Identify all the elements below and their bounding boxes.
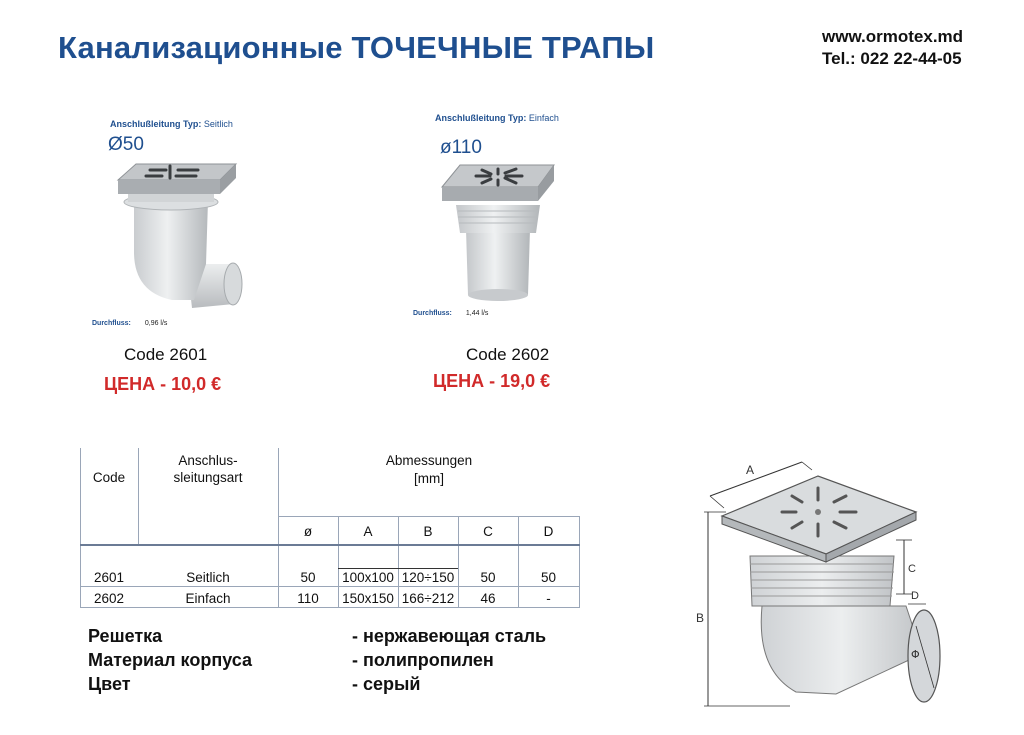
table-cell: 120÷150 xyxy=(401,570,455,585)
table-cell: 50 xyxy=(480,570,496,585)
product-1-flow-label: Durchfluss: xyxy=(92,320,131,327)
product-1-diameter: Ø50 xyxy=(108,134,144,155)
table-cell: 166÷212 xyxy=(401,591,455,606)
page-title: Канализационные ТОЧЕЧНЫЕ ТРАПЫ xyxy=(58,30,655,65)
table-cell: 110 xyxy=(297,591,319,606)
website-link[interactable]: www.ormotex.md xyxy=(822,27,964,46)
product-2-type xyxy=(435,113,559,123)
property-key: Цвет xyxy=(88,674,131,694)
property-row xyxy=(88,672,546,696)
properties-list xyxy=(88,624,546,696)
product-1-code: Code 2601 xyxy=(124,345,208,364)
col-header-type xyxy=(138,452,278,486)
table-cell: 50 xyxy=(540,570,557,585)
sub-header-a: A xyxy=(363,524,373,539)
sub-header-d: D xyxy=(543,524,554,539)
product-1-type xyxy=(110,119,233,129)
label-d: D xyxy=(911,590,919,602)
contact-block xyxy=(822,26,963,70)
product-1-type-value: Seitlich xyxy=(203,119,233,129)
property-value: - полипропилен xyxy=(352,650,494,670)
table-cell: 2601 xyxy=(93,570,125,585)
col-header-dims-line1: Abmessungen xyxy=(385,453,473,468)
product-2-flow xyxy=(413,310,488,317)
spec-table xyxy=(80,448,580,608)
product-2-flow-value: 1,44 l/s xyxy=(465,310,489,317)
label-c: C xyxy=(908,563,916,575)
table-cell: - xyxy=(546,591,551,606)
table-cell: 46 xyxy=(480,591,496,606)
product-1-flow-value: 0,96 l/s xyxy=(144,320,168,327)
product-2-flow-label: Durchfluss: xyxy=(413,310,452,317)
property-row xyxy=(88,624,546,648)
sub-header-dia: ø xyxy=(303,524,313,539)
table-cell: 2602 xyxy=(93,591,125,606)
property-key: Материал корпуса xyxy=(88,650,252,670)
table-cell: 50 xyxy=(300,570,316,585)
product-2-type-label: Anschlußleitung Typ: xyxy=(435,113,527,123)
drain-2601-image xyxy=(112,152,252,314)
property-value: - нержавеющая сталь xyxy=(352,626,547,646)
product-1-price: ЦЕНА - 10,0 € xyxy=(104,374,222,394)
label-a: A xyxy=(746,463,755,477)
dimension-diagram xyxy=(690,456,960,726)
col-header-dims xyxy=(278,452,580,488)
product-2-diameter: ø110 xyxy=(440,137,482,158)
property-value: - серый xyxy=(352,674,421,694)
product-2-code: Code 2602 xyxy=(466,345,550,364)
sub-header-c: C xyxy=(483,524,493,539)
table-cell: 150x150 xyxy=(342,591,394,606)
table-cell: 100x100 xyxy=(342,570,394,585)
col-header-dims-line2: [mm] xyxy=(414,471,444,486)
col-header-code: Code xyxy=(92,470,126,485)
drain-2602-image xyxy=(438,155,558,305)
col-header-type-line1: Anschlus- xyxy=(178,453,238,468)
product-2-price: ЦЕНА - 19,0 € xyxy=(433,371,551,391)
col-header-type-line2: sleitungsart xyxy=(173,470,243,485)
product-1-flow xyxy=(92,320,167,327)
product-1-type-label: Anschlußleitung Typ: xyxy=(110,119,202,129)
table-cell: Einfach xyxy=(185,591,231,606)
phone-number: Tel.: 022 22-44-05 xyxy=(822,49,962,68)
property-row xyxy=(88,648,546,672)
sub-header-b: B xyxy=(423,524,433,539)
label-phi: Φ xyxy=(911,648,920,661)
product-2-type-value: Einfach xyxy=(528,113,559,123)
property-key: Решетка xyxy=(88,626,163,646)
table-cell: Seitlich xyxy=(186,570,230,585)
label-b: B xyxy=(696,611,705,625)
